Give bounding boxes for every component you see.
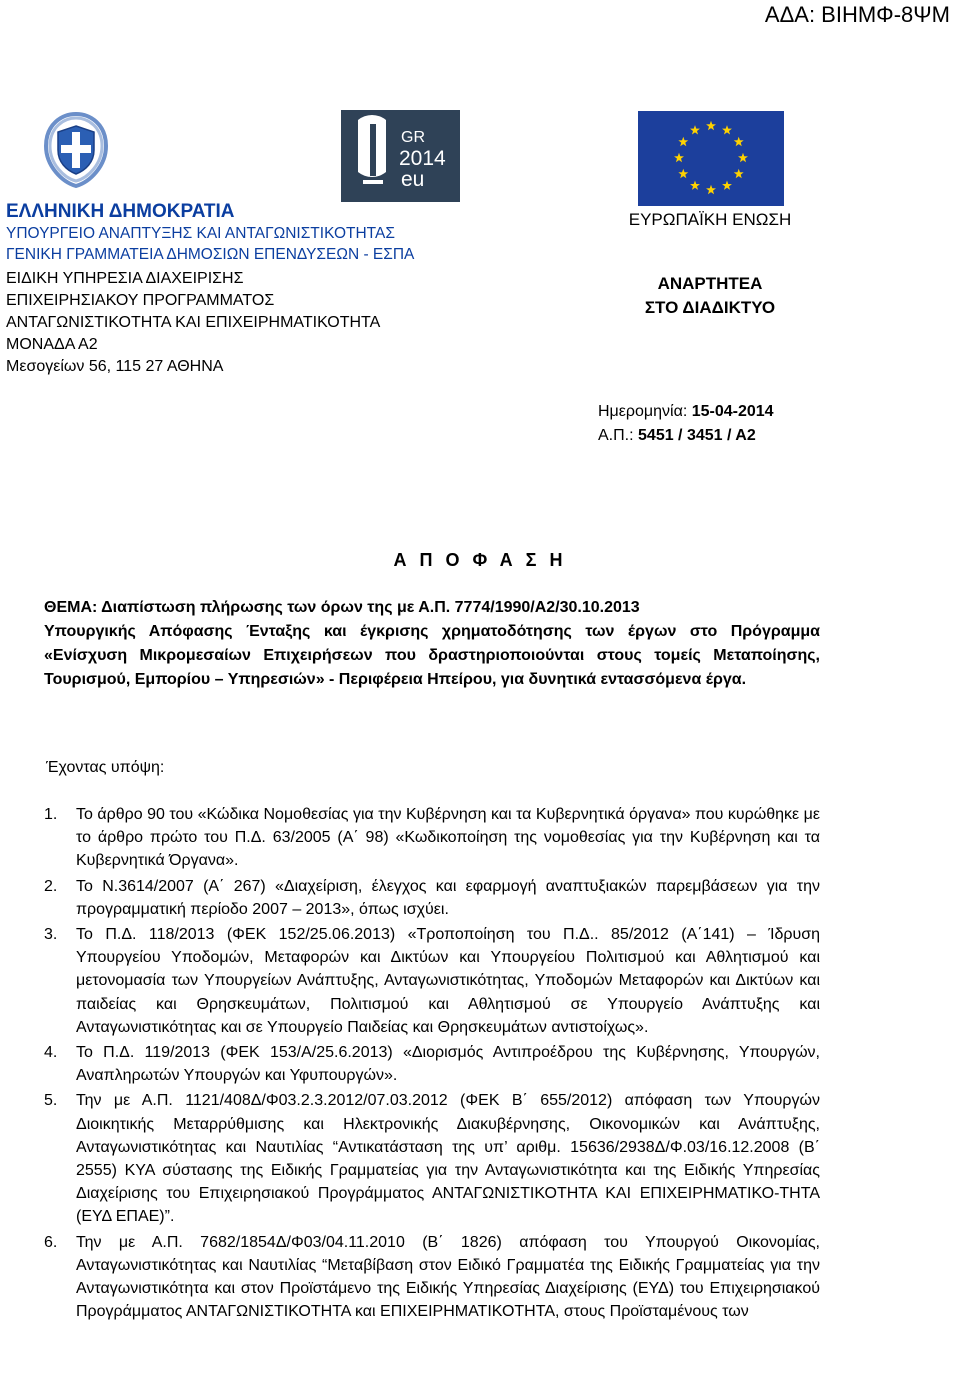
gr-logo-mark [341,110,460,202]
eu-star-icon [722,125,732,134]
gr-logo-gr: GR [401,129,425,146]
gr-logo-year: 2014 [399,147,446,170]
item-text: Το Π.Δ. 119/2013 (ΦΕΚ 153/Α/25.6.2013) «Διορισμός Αντιπροέδρου της Κυβέρνησης, Υπουργών, Αναπληρωτών Υπουργών και Υφυπουργών». [76,1044,820,1085]
service-address: Μεσογείων 56, 115 27 ΑΘΗΝΑ [6,358,224,375]
consideration-item [44,1089,820,1228]
consideration-item [44,803,820,873]
consideration-item [44,1231,820,1324]
consideration-item [44,875,820,921]
consideration-item [44,1041,820,1087]
service-line: ΕΙΔΙΚΗ ΥΠΗΡΕΣΙΑ ΔΙΑΧΕΙΡΙΣΗΣ [6,270,244,287]
item-text: Το Π.Δ. 118/2013 (ΦΕΚ 152/25.06.2013) «Τροποποίηση του Π.Δ.. 85/2012 (Α΄141) – Ίδρυση Υπουργείου Υποδομών, Μεταφορών και Δικτύων και Υπουργείου Πολιτισμού και Αθλητισμού και μετονομασία των Υπουργείων Ανάπτυξης, Ανταγωνιστικότητας, Υποδομών Μεταφορών και Δικτύων και παιδείας και Θρησκευμάτων, Πολιτισμού και Αθλητισμού σε Υπουργείο Ανάπτυξης και Ανταγωνιστικότητας και σε Υπουργείο Παιδείας και Θρησκευμάτων αντιστοίχως». [76,926,820,1036]
service-block [6,268,414,378]
eu-star-icon [734,169,744,178]
eu-star-icon [734,137,744,146]
consideration-item [44,923,820,1039]
subject-first-line: ΘΕΜΑ: Διαπίστωση πλήρωσης των όρων της με Α.Π. 7774/1990/Α2/30.10.2013 [44,599,640,616]
item-number: 6. [44,1233,58,1251]
sender-block [6,200,414,378]
eu-star-icon [678,169,688,178]
posting-line-1: ΑΝΑΡΤΗΤΕΑ [657,274,763,293]
item-number: 4. [44,1044,58,1062]
european-union-label: ΕΥΡΩΠΑΪΚΗ ΕΝΩΣΗ [628,210,792,229]
eu-star-icon [706,185,716,194]
item-number: 3. [44,926,58,944]
date-value: 15-04-2014 [691,403,774,420]
document-meta [598,400,774,448]
eu-star-icon [674,153,684,162]
having-in-mind-label: Έχοντας υπόψη: [46,759,165,776]
date-row [598,400,774,424]
ada-number: ΑΔΑ: ΒΙΗΜΦ-8ΨΜ [764,2,950,27]
eu-star-icon [690,125,700,134]
general-secretariat: ΓΕΝΙΚΗ ΓΡΑΜΜΑΤΕΙΑ ΔΗΜΟΣΙΩΝ ΕΠΕΝΔΥΣΕΩΝ - ΕΣΠΑ [6,246,415,263]
gr-2014-eu-logo [341,110,460,202]
service-line: ΑΝΤΑΓΩΝΙΣΤΙΚΟΤΗΤΑ ΚΑΙ ΕΠΙΧΕΙΡΗΜΑΤΙΚΟΤΗΤΑ [6,314,381,331]
posting-notice [560,272,860,320]
item-text: Την με Α.Π. 7682/1854Δ/Φ03/04.11.2010 (Β΄ 1826) απόφαση του Υπουργού Οικονομίας, Ανταγωνιστικότητας και Ναυτιλίας “Μεταβίβαση στον Ειδικό Γραμματέα της Ειδικής Γραμματείας για την Ανταγωνιστικότητα και στον Προϊστάμενο της Ειδικής Υπηρεσίας Διαχείρισης (ΕΥΔ) του Επιχειρησιακού Προγράμματος ΑΝΤΑΓΩΝΙΣΤΙΚΟΤΗΤΑ και ΕΠΙΧΕΙΡΗΜΑΤΙΚΟΤΗΤΑ, στους Προϊσταμένους των [76,1233,820,1321]
republic-title: ΕΛΛΗΝΙΚΗ ΔΗΜΟΚΡΑΤΙΑ [6,201,235,222]
considerations-list [44,803,820,1323]
eu-star-icon [738,153,748,162]
greek-coat-of-arms-logo [40,110,112,188]
ministry-name: ΥΠΟΥΡΓΕΙΟ ΑΝΑΠΤΥΞΗΣ ΚΑΙ ΑΝΤΑΓΩΝΙΣΤΙΚΟΤΗΤΑΣ [6,225,395,242]
item-text: Το άρθρο 90 του «Κώδικα Νομοθεσίας για την Κυβέρνηση και τα Κυβερνητικά όργανα» που κυρώθηκε με το άρθρο πρώτο του Π.Δ. 63/2005 (Α΄ 98) «Κωδικοποίηση της νομοθεσίας για την Κυβέρνηση και τα Κυβερνητικά Όργανα». [76,806,820,870]
eu-block [560,210,860,320]
service-line: ΕΠΙΧΕΙΡΗΣΙΑΚΟΥ ΠΡΟΓΡΑΜΜΑΤΟΣ [6,292,275,309]
subject-block [44,596,820,692]
eu-star-icon [678,137,688,146]
item-text: Την με Α.Π. 1121/408Δ/Φ03.2.3.2012/07.03.2012 (ΦΕΚ Β΄ 655/2012) απόφαση των Υπουργών Διοικητικής Μεταρρύθμισης και Ηλεκτρονικής Διακυβέρνησης, Οικονομικών και Ανάπτυξης, Ανταγωνιστικότητας και Ναυτιλίας “Αντικατάσταση της υπ’ αριθμ. 15636/2938Δ/Φ.03/16.12.2008 (Β΄ 2555) ΚΥΑ σύστασης της Ειδικής Γραμματείας για την Ανταγωνιστικότητα και της Ειδικής Υπηρεσίας Διαχείρισης του Επιχειρησιακού Προγράμματος ΑΝΤΑΓΩΝΙΣΤΙΚΟΤΗΤΑ ΚΑΙ ΕΠΙΧΕΙΡΗΜΑΤΙΚΟ-ΤΗΤΑ (ΕΥΔ ΕΠΑΕ)”. [76,1092,820,1226]
item-number: 2. [44,877,58,895]
protocol-row [598,424,774,448]
decision-title: Α Π Ο Φ Α Σ Η [393,550,567,570]
protocol-label: Α.Π.: [598,427,634,444]
eu-star-icon [722,181,732,190]
posting-line-2: ΣΤΟ ΔΙΑΔΙΚΤΥΟ [644,298,776,317]
item-number: 1. [44,806,58,823]
eu-stars [638,111,784,206]
service-line: ΜΟΝΑΔΑ Α2 [6,336,98,353]
eu-star-icon [706,121,716,130]
item-number: 5. [44,1092,58,1110]
subject-text: Υπουργικής Απόφασης Ένταξης και έγκρισης χρηματοδότησης των έργων στο Πρόγραμμα «Ενίσχυση Μικρομεσαίων Επιχειρήσεων που δραστηριοποιούνται στους τομείς Μεταποίησης, Τουρισμού, Εμπορίου – Υπηρεσιών» - Περιφέρεια Ηπείρου, για δυνητικά εντασσόμενα έργα. [44,623,820,688]
eu-star-icon [690,181,700,190]
item-text: Το Ν.3614/2007 (Α΄ 267) «Διαχείριση, έλεγχος και εφαρμογή αναπτυξιακών παρεμβάσεων για την προγραμματική περίοδο 2007 – 2013», όπως ισχύει. [76,877,820,918]
protocol-value: 5451 / 3451 / Α2 [638,427,756,444]
date-label: Ημερομηνία: [598,403,688,420]
eu-flag-logo [638,111,784,206]
gr-logo-eu: eu [401,168,425,191]
